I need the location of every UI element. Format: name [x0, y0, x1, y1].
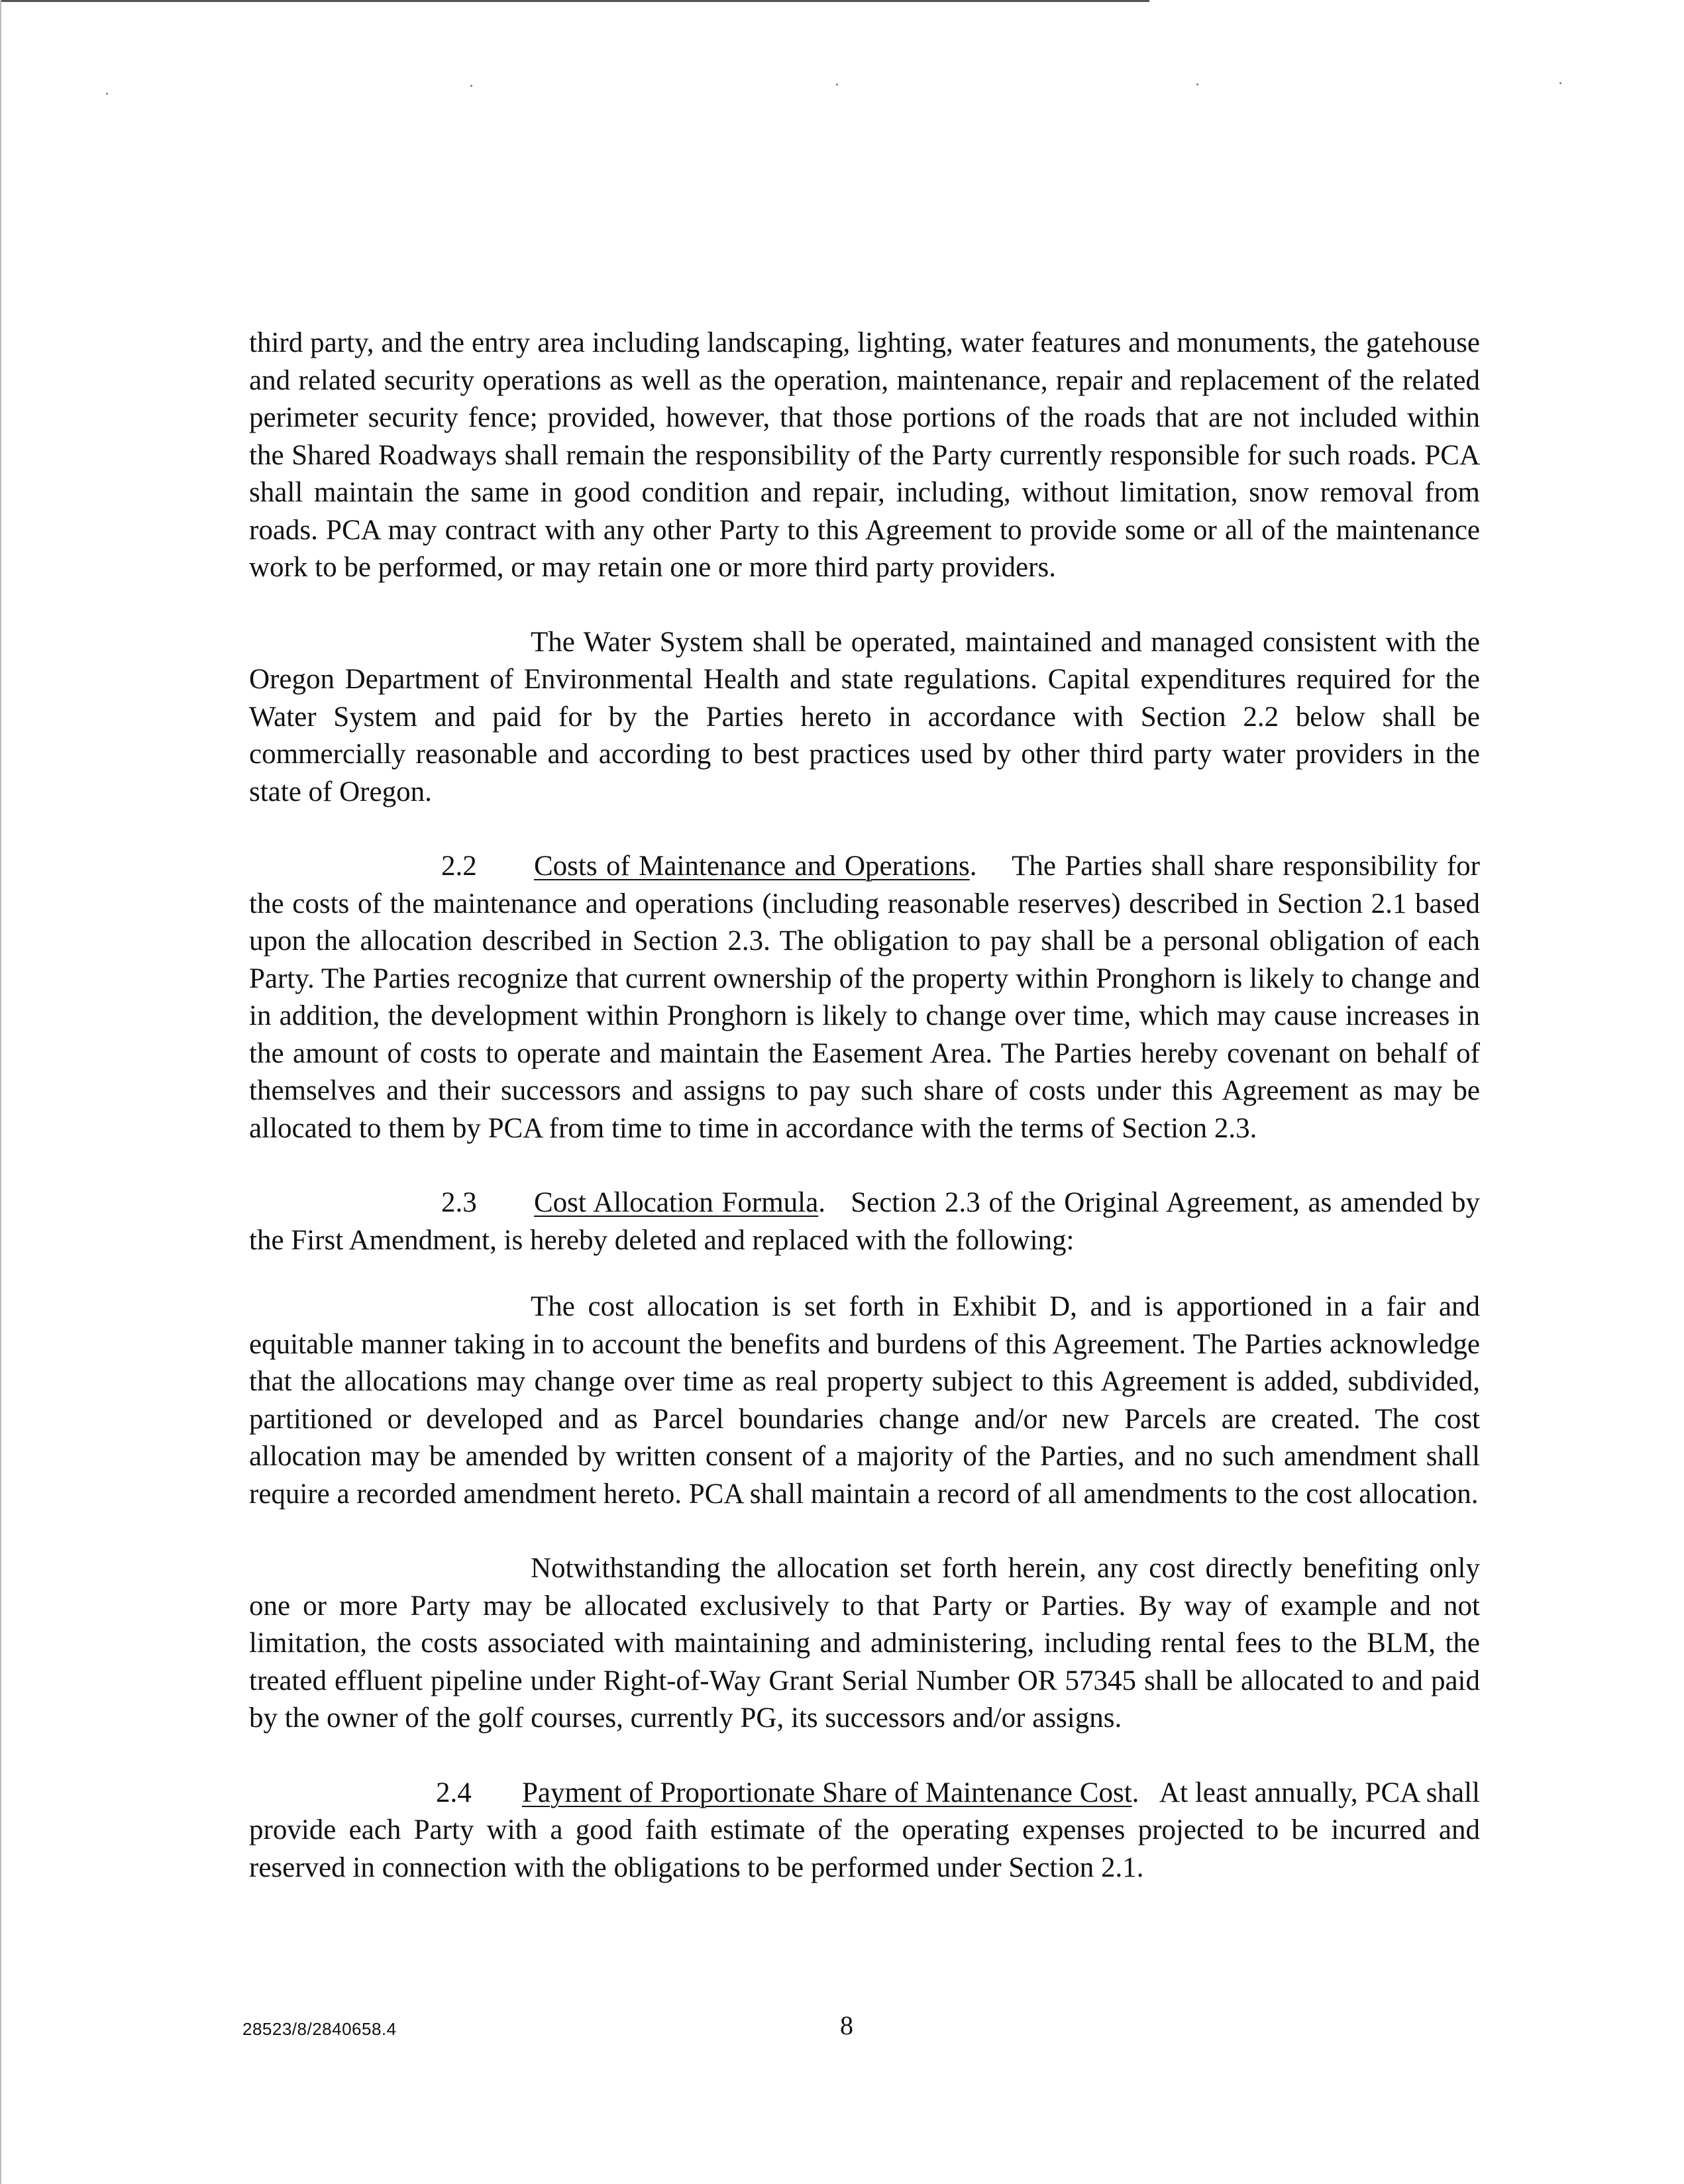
section-2-2-title: Costs of Maintenance and Operations	[534, 851, 970, 882]
section-2-4-body: At least annually, PCA shall provide each Party with a good faith estimate of the operating expenses projected to be incurred and reserved in connection with the obligations to be performed under Section 2.1.	[249, 1777, 1480, 1883]
scan-speck	[470, 85, 472, 87]
paragraph-notwithstanding: Notwithstanding the allocation set forth herein, any cost directly benefiting only one or more Party may be allocated exclusively to that Party or Parties. By way of example and not limitation, the costs associated with maintaining and administering, including rental fees to the BLM, the treated effluent pipeline under Right-of-Way Grant Serial Number OR 57345 shall be allocated to and paid by the owner of the golf courses, currently PG, its successors and/or assigns.	[249, 1553, 1480, 1734]
scan-speck	[1559, 82, 1561, 84]
scan-speck	[106, 93, 108, 95]
scan-speck	[836, 83, 838, 85]
paragraph-water-system: The Water System shall be operated, maintained and managed consistent with the Oregon Department of Environmental Health and state regulations. Capital expenditures required for the Water System and paid for by the Parties hereto in accordance with Section 2.2 below shall be commercially reasonable and according to best practices used by other third party water providers in the state of Oregon.	[249, 626, 1480, 807]
section-2-3: 2.3 Cost Allocation Formula. Section 2.3 of the Original Agreement, as amended by the First Amendment, is hereby deleted and replaced with the following:	[249, 1187, 1481, 1256]
section-2-3-title: Cost Allocation Formula	[534, 1187, 819, 1218]
page-top-edge	[0, 0, 1149, 2]
page-number: 8	[840, 2010, 853, 2040]
paragraph-cost-allocation: The cost allocation is set forth in Exhibit D, and is apportioned in a fair and equitable manner taking in to account the benefits and burdens of this Agreement. The Parties acknowledge that the allocations may change over time as real property subject to this Agreement is added, subdivided, partitioned or developed and as Parcel boundaries change and/or new Parcels are created. The cost allocation may be amended by written consent of a majority of the Parties, and no such amendment shall require a recorded amendment hereto. PCA shall maintain a record of all amendments to the cost allocation.	[249, 1291, 1480, 1510]
document-body	[249, 325, 1480, 1924]
document-id-footer: 28523/8/2840658.4	[242, 2019, 397, 2039]
section-2-4-title: Payment of Proportionate Share of Maintenance Cost	[522, 1777, 1132, 1808]
section-2-3-body: Section 2.3 of the Original Agreement, as amended by the First Amendment, is hereby deleted and replaced with the following:	[249, 1187, 1481, 1256]
section-2-2-body: The Parties shall share responsibility for the costs of the maintenance and operations (including reasonable reserves) described in Section 2.1 based upon the allocation described in Section 2.3. The obligation to pay shall be a personal obligation of each Party. The Parties recognize that current ownership of the property within Pronghorn is likely to change and in addition, the development within Pronghorn is likely to change over time, which may cause increases in the amount of costs to operate and maintain the Easement Area. The Parties hereby covenant on behalf of themselves and their successors and assigns to pay such share of costs under this Agreement as may be allocated to them by PCA from time to time in accordance with the terms of Section 2.3.	[249, 851, 1480, 1144]
section-2-4: 2.4 Payment of Proportionate Share of Maintenance Cost. At least annually, PCA shall provide each Party with a good faith estimate of the operating expenses projected to be incurred and reserved in connection with the obligations to be performed under Section 2.1.	[249, 1777, 1480, 1883]
scan-speck	[1196, 83, 1198, 85]
paragraph-intro: third party, and the entry area including landscaping, lighting, water features and monuments, the gatehouse and related security operations as well as the operation, maintenance, repair and replacement of the related perimeter security fence; provided, however, that those portions of the roads that are not included within the Shared Roadways shall remain the responsibility of the Party currently responsible for such roads. PCA shall maintain the same in good condition and repair, including, without limitation, snow removal from roads. PCA may contract with any other Party to this Agreement to provide some or all of the maintenance work to be performed, or may retain one or more third party providers.	[249, 327, 1480, 583]
page-left-edge	[0, 0, 1, 2184]
section-2-2: 2.2 Costs of Maintenance and Operations. The Parties shall share responsibility for the costs of the maintenance and operations (including reasonable reserves) described in Section 2.1 based upon the allocation described in Section 2.3. The obligation to pay shall be a personal obligation of each Party. The Parties recognize that current ownership of the property within Pronghorn is likely to change and in addition, the development within Pronghorn is likely to change over time, which may cause increases in the amount of costs to operate and maintain the Easement Area. The Parties hereby covenant on behalf of themselves and their successors and assigns to pay such share of costs under this Agreement as may be allocated to them by PCA from time to time in accordance with the terms of Section 2.3.	[249, 851, 1480, 1144]
